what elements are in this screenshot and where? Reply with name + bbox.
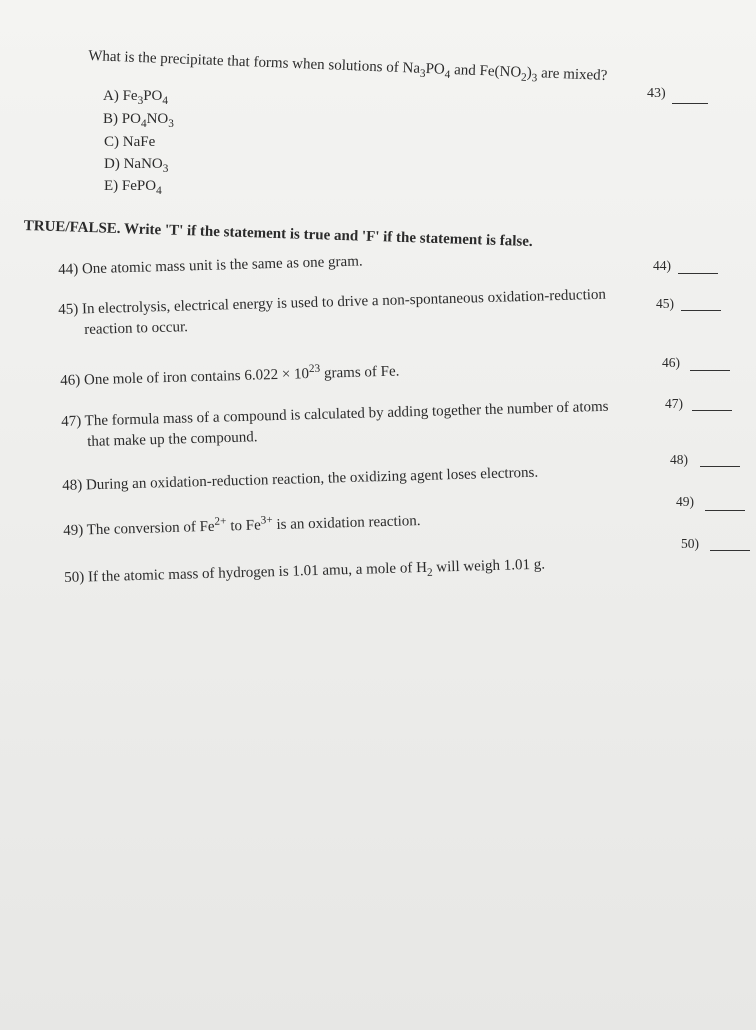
option-d: D) NaNO$_3$ bbox=[104, 156, 169, 175]
answer-number-46: 46) bbox=[662, 355, 680, 370]
option-b: B) $PO_4NO_3$ bbox=[103, 111, 174, 130]
statement-44: 44) One atomic mass unit is the same as one gram. bbox=[58, 253, 363, 278]
option-e: E) FePO$_4$ bbox=[104, 178, 162, 197]
question-43-stem: What is the precipitate that forms when solutions of $Na_3PO_4$ and $Fe(NO_2)_3$ are mixed? bbox=[87, 48, 608, 85]
answer-blank-44[interactable] bbox=[678, 273, 718, 274]
question-43 bbox=[88, 48, 608, 87]
answer-blank-49[interactable] bbox=[705, 510, 745, 511]
option-c: C) NaFe bbox=[104, 134, 156, 150]
question-43-number: 43) bbox=[647, 86, 666, 101]
answer-number-50: 50) bbox=[681, 536, 699, 551]
answer-number-44: 44) bbox=[653, 258, 671, 273]
answer-blank-50[interactable] bbox=[710, 550, 750, 551]
statement-50: 50) If the atomic mass of hydrogen is 1.01 amu, a mole of $H_2$ will weigh 1.01 g. bbox=[64, 556, 546, 586]
section-title: TRUE/FALSE. Write 'T' if the statement is true and 'F' if the statement is false. bbox=[23, 218, 533, 250]
answer-number-45: 45) bbox=[656, 296, 674, 311]
answer-blank-48[interactable] bbox=[700, 466, 740, 467]
answer-blank-46[interactable] bbox=[690, 370, 730, 371]
statement-45-line2: reaction to occur. bbox=[84, 319, 189, 338]
statement-45-line1: 45) In electrolysis, electrical energy is used to drive a non-spontaneous oxidation-reduction bbox=[58, 286, 607, 318]
statement-48: 48) During an oxidation-reduction reaction, the oxidizing agent loses electrons. bbox=[62, 464, 539, 494]
answer-blank-45[interactable] bbox=[681, 310, 721, 311]
answer-number-47: 47) bbox=[665, 396, 683, 411]
statement-46: 46) One mole of iron contains $6.022 \times 10^{23}$ grams of Fe. bbox=[60, 362, 400, 389]
answer-blank-43[interactable] bbox=[672, 103, 708, 104]
option-a: A) $Fe_3PO_4$ bbox=[103, 88, 169, 107]
statement-47-line1: 47) The formula mass of a compound is calculated by adding together the number of atoms bbox=[61, 398, 609, 430]
statement-47-line2: that make up the compound. bbox=[87, 429, 258, 450]
statement-49: 49) The conversion of $Fe^{2+}$ to $Fe^{3+}$ is an oxidation reaction. bbox=[63, 513, 421, 539]
answer-blank-47[interactable] bbox=[692, 410, 732, 411]
answer-number-48: 48) bbox=[670, 452, 688, 467]
answer-number-49: 49) bbox=[676, 494, 694, 509]
